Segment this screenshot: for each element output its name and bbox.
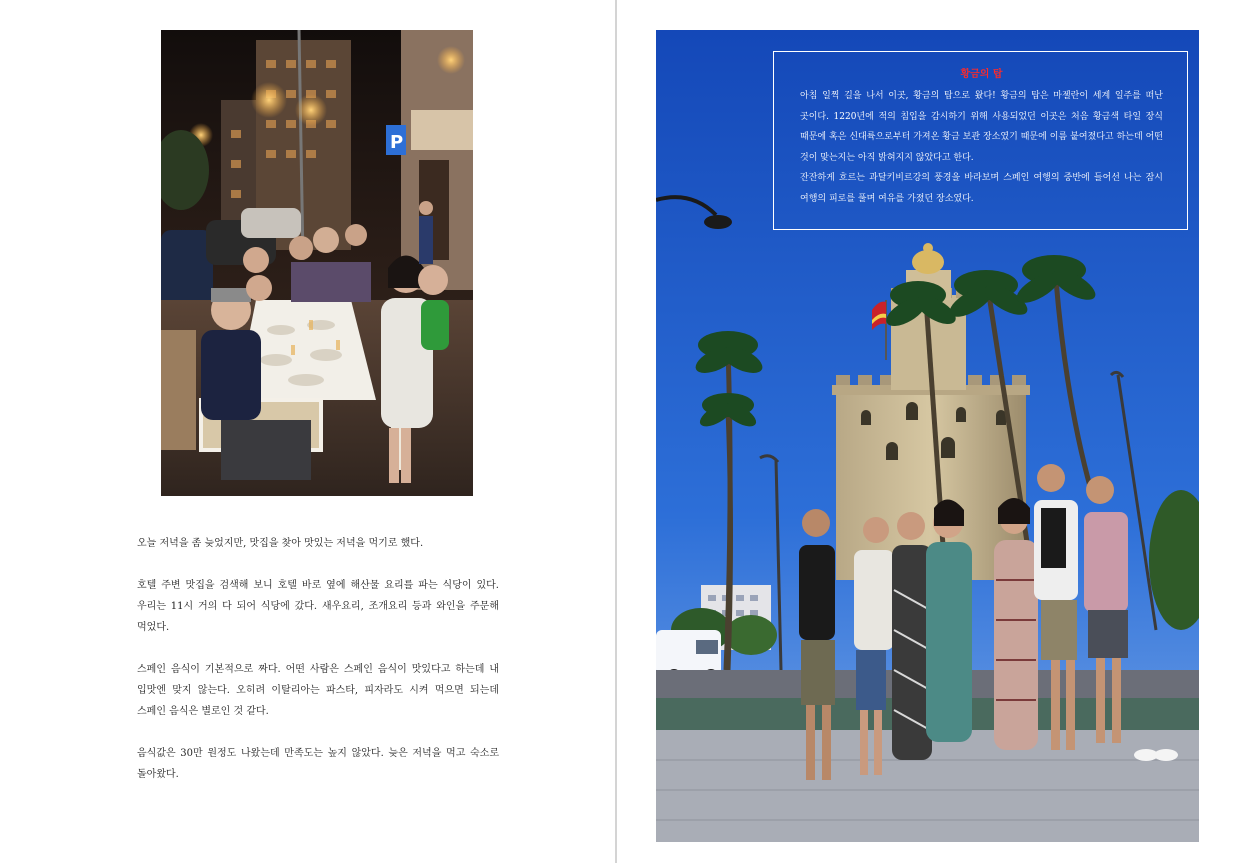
dinner-photo (161, 30, 473, 496)
caption-paragraph: 잔잔하게 흐르는 과달키비르강의 풍경을 바라보며 스페인 여행의 중반에 들어선 나는 잠시 여행의 피로를 풀며 여유를 가졌던 장소였다. (800, 173, 1163, 204)
dinner-photo-illustration (161, 30, 473, 496)
page-gutter (615, 0, 617, 863)
caption-body (800, 86, 1163, 209)
caption-title: 황금의 탑 (960, 69, 1003, 80)
body-text (137, 533, 499, 806)
caption-box (773, 51, 1188, 230)
caption-paragraph: 아침 일찍 길을 나서 이곳, 황금의 탑으로 왔다! 황금의 탑은 마젤란이 세계 일주를 떠난 곳이다. 1220년에 적의 침입을 감시하기 위해 사용되었던 이곳은 처음 황금색 타일 장식 때문에 혹은 신대륙으로부터 가져온 황금 보관 장소였기 때문에 이름 붙여졌다고 하는데 어떤 것이 맞는지는 아직 밝혀지지 않았다고 한다. (800, 91, 1163, 163)
body-paragraph: 음식값은 30만 원정도 나왔는데 만족도는 높지 않았다. 늦은 저녁을 먹고 숙소로 돌아왔다. (137, 748, 499, 780)
body-paragraph: 스페인 음식이 기본적으로 짜다. 어떤 사람은 스페인 음식이 맛있다고 하는데 내 입맛엔 맞지 않는다. 오히려 이탈리아는 파스타, 피자라도 시켜 먹으면 되는데 스페인 음식은 별로인 것 같다. (137, 664, 499, 717)
body-paragraph: 오늘 저녁을 좀 늦었지만, 맛집을 찾아 맛있는 저녁을 먹기로 했다. (137, 538, 424, 549)
parking-sign-text: P (390, 132, 404, 153)
body-paragraph: 호텔 주변 맛집을 검색해 보니 호텔 바로 옆에 해산물 요리를 파는 식당이 있다. 우리는 11시 거의 다 되어 식당에 갔다. 새우요리, 조개요리 등과 와인을 주문해 먹었다. (137, 580, 499, 633)
